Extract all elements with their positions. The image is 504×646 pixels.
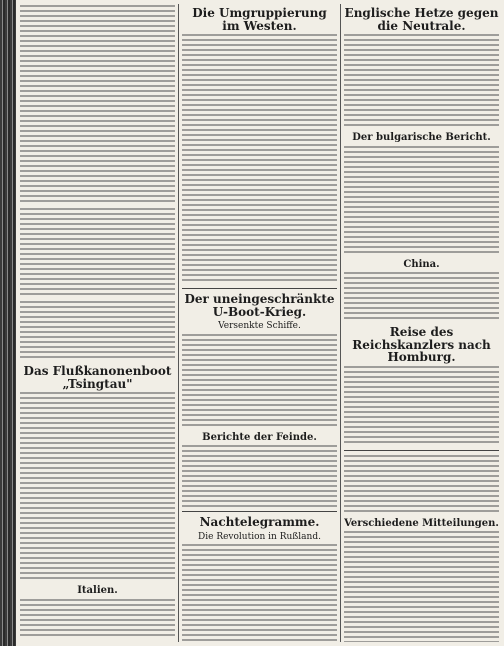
column-left <box>20 3 175 642</box>
article-body <box>344 34 499 129</box>
article-body <box>20 301 175 361</box>
article-body <box>344 146 499 256</box>
headline-uboot-krieg: Der uneingeschränkte U-Boot-Krieg. <box>184 292 335 319</box>
headline-bulgarischer-bericht: Der bulgarische Bericht. <box>352 132 491 144</box>
divider <box>344 450 499 451</box>
article-body <box>344 366 499 446</box>
article-body <box>182 334 337 429</box>
headline-verschiedene: Verschiedene Mitteilungen. <box>344 517 499 529</box>
headline-nachtelegramme: Nachtelegramme. <box>199 515 320 530</box>
headline-reise-reichskanzler: Reise des Reichskanzlers nach Homburg. <box>352 325 491 365</box>
article-body <box>182 445 337 507</box>
article-body <box>344 531 499 642</box>
article-body <box>20 392 175 582</box>
article-body <box>20 208 175 298</box>
article-body <box>20 599 175 639</box>
article-body <box>182 34 337 284</box>
column-right <box>344 3 499 642</box>
article-body <box>344 455 499 515</box>
headline-englische-hetze: Englische Hetze gegen die Neutrale. <box>344 6 499 33</box>
column-rule <box>178 4 179 642</box>
headline-berichte-feinde: Berichte der Feinde. <box>202 431 317 443</box>
headline-flusskanonenboot: Das Flußkanonenboot „Tsingtau" <box>23 364 172 391</box>
subhead-versenkte-schiffe: Versenkte Schiffe. <box>218 321 301 332</box>
column-middle <box>182 3 337 642</box>
subhead-revolution: Die Revolution in Rußland. <box>198 531 321 542</box>
headline-italien: Italien. <box>77 585 118 597</box>
article-body <box>182 544 337 642</box>
article-body <box>344 272 499 322</box>
headline-china: China. <box>403 258 440 270</box>
divider <box>182 288 337 289</box>
book-spine <box>0 0 16 646</box>
headline-umgruppierung: Die Umgruppierung im Westen. <box>192 6 327 33</box>
divider <box>182 511 337 512</box>
column-rule <box>340 4 341 642</box>
article-body <box>20 5 175 205</box>
